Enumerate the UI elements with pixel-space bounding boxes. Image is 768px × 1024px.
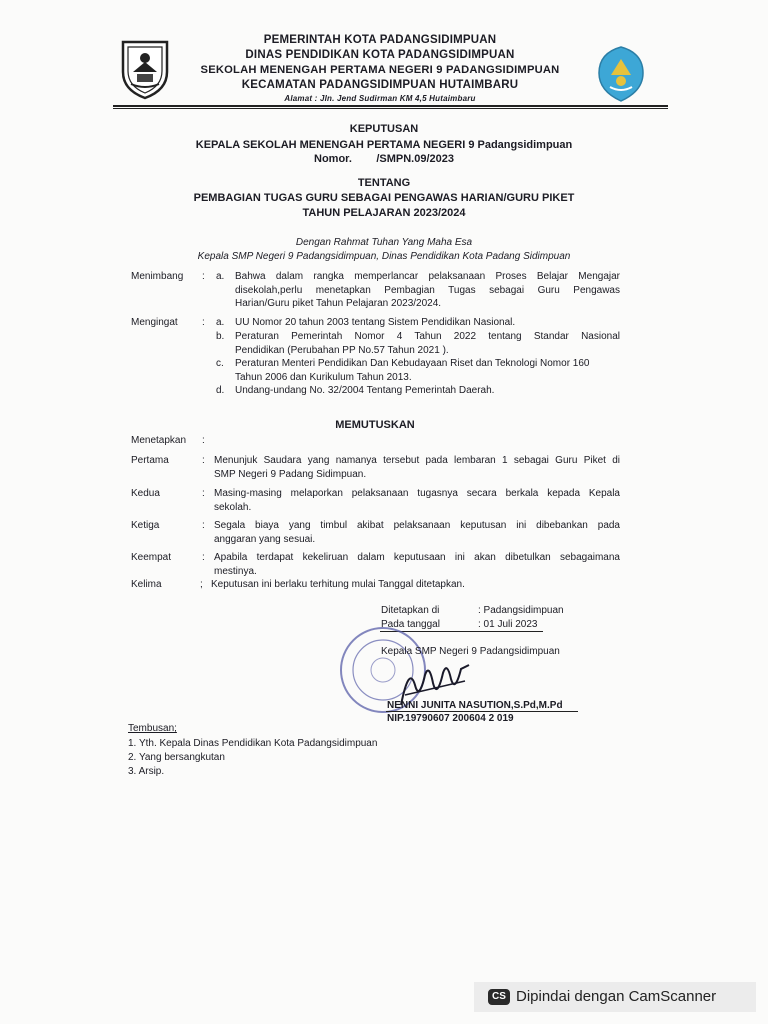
camscanner-logo: CS <box>488 989 510 1005</box>
decision-text-pertama <box>214 454 620 481</box>
decision-text-kelima <box>211 578 617 592</box>
tanggal-value: : 01 Juli 2023 <box>478 619 538 630</box>
mengingat-item-d <box>235 384 620 398</box>
decision-line: Masing-masing melaporkan pelaksanaan tugasnya secara berkala kepada Kepala <box>214 488 620 499</box>
ditetapkan-value: : Padangsidimpuan <box>478 605 564 616</box>
heading-nomor: Nomor. /SMPN.09/2023 <box>314 153 454 165</box>
letterhead-address: Alamat : Jln. Jend Sudirman KM 4,5 Hutaimbaru <box>284 94 476 103</box>
decision-text-kedua <box>214 487 620 514</box>
mengingat-marker-a: a. <box>216 317 225 328</box>
mengingat-marker-b: b. <box>216 331 225 342</box>
camscanner-text: Dipindai dengan CamScanner <box>516 988 717 1005</box>
camscanner-watermark <box>474 982 756 1012</box>
tanggal-label: Pada tanggal <box>381 619 440 630</box>
mengingat-line: Tahun 2006 dan Kurikulum Tahun 2013. <box>235 371 412 383</box>
memutuskan-heading: MEMUTUSKAN <box>335 419 415 431</box>
city-emblem-logo <box>117 38 173 100</box>
menimbang-label: Menimbang <box>131 271 184 282</box>
mengingat-label: Mengingat <box>131 317 178 328</box>
decision-label-kelima: Kelima <box>131 579 162 590</box>
menetapkan-separator: : <box>202 435 205 446</box>
letterhead <box>180 33 580 104</box>
decision-label-pertama: Pertama <box>131 455 169 466</box>
mengingat-separator: : <box>202 317 205 328</box>
mengingat-item-a <box>235 316 620 330</box>
decision-separator: ; <box>200 579 203 590</box>
decision-separator: : <box>202 552 205 563</box>
letterhead-line-2: DINAS PENDIDIKAN KOTA PADANGSIDIMPUAN <box>245 49 515 61</box>
heading-subject-2: TAHUN PELAJARAN 2023/2024 <box>302 207 466 219</box>
decision-text-keempat <box>214 551 620 578</box>
decision-line: Keputusan ini berlaku terhitung mulai Tanggal ditetapkan. <box>211 579 465 590</box>
heading-kepala: KEPALA SEKOLAH MENENGAH PERTAMA NEGERI 9 Padangsidimpuan <box>195 139 573 151</box>
signatory-name: NENNI JUNITA NASUTION,S.Pd,M.Pd <box>387 700 563 711</box>
mengingat-item-c <box>235 357 620 384</box>
menetapkan-label: Menetapkan <box>131 435 187 446</box>
decision-line: Segala biaya yang timbul akibat pelaksanaan keputusan ini dibebankan pada <box>214 520 620 531</box>
mengingat-line: Peraturan Menteri Pendidikan Dan Kebudayaan Riset dan Teknologi Nomor 160 <box>235 358 590 369</box>
heading-subject-1: PEMBAGIAN TUGAS GURU SEBAGAI PENGAWAS HARIAN/GURU PIKET <box>193 192 575 204</box>
decision-line: Menunjuk Saudara yang namanya tersebut pada lembaran 1 sebagai Guru Piket di <box>214 455 620 466</box>
menimbang-line: Bahwa dalam rangka memperlancar pelaksanaan Proses Belajar Mengajar <box>235 271 620 282</box>
signatory-title: Kepala SMP Negeri 9 Padangsidimpuan <box>381 646 560 657</box>
menimbang-line: disekolah,perlu menetapkan Pembagian Tugas sebagai Guru Pengawas <box>235 284 620 296</box>
decision-line: sekolah. <box>214 501 252 513</box>
decision-label-keempat: Keempat <box>131 552 172 563</box>
tembusan-item: 2. Yang bersangkutan <box>128 752 225 763</box>
menimbang-text <box>235 270 620 311</box>
mengingat-line: Peraturan Pemerintah Nomor 4 Tahun 2022 tentang Standar Nasional <box>235 331 620 342</box>
menimbang-marker: a. <box>216 271 225 282</box>
signatory-nip: NIP.19790607 200604 2 019 <box>387 713 514 724</box>
tembusan-title: Tembusan; <box>128 723 177 734</box>
decision-line: Apabila terdapat kekeliruan dalam keputusaan ini akan dibetulkan sebagaimana <box>214 552 620 563</box>
menimbang-separator: : <box>202 271 205 282</box>
mengingat-marker-c: c. <box>216 358 224 369</box>
letterhead-line-3: SEKOLAH MENENGAH PERTAMA NEGERI 9 PADANGSIDIMPUAN <box>200 64 560 76</box>
letterhead-line-4: KECAMATAN PADANGSIDIMPUAN HUTAIMBARU <box>241 79 519 91</box>
mengingat-line: UU Nomor 20 tahun 2003 tentang Sistem Pendidikan Nasional. <box>235 317 516 328</box>
decision-separator: : <box>202 455 205 466</box>
tembusan-item: 3. Arsip. <box>128 766 165 777</box>
heading-keputusan: KEPUTUSAN <box>349 123 419 135</box>
mengingat-line: Undang-undang No. 32/2004 Tentang Pemerintah Daerah. <box>235 385 495 396</box>
preamble-line-2: Kepala SMP Negeri 9 Padangsidimpuan, Dinas Pendidikan Kota Padang Sidimpuan <box>197 251 571 262</box>
letterhead-rule-thin <box>113 108 668 109</box>
mengingat-line: Pendidikan (Perubahan PP No.57 Tahun 2021 ). <box>235 344 449 356</box>
mengingat-marker-d: d. <box>216 385 225 396</box>
decision-separator: : <box>202 520 205 531</box>
decision-separator: : <box>202 488 205 499</box>
letterhead-line-1: PEMERINTAH KOTA PADANGSIDIMPUAN <box>263 34 497 46</box>
mengingat-item-b <box>235 330 620 357</box>
letterhead-rule <box>113 105 668 107</box>
menimbang-line: Harian/Guru piket Tahun Pelajaran 2023/2024. <box>235 298 442 309</box>
tembusan-item: 1. Yth. Kepala Dinas Pendidikan Kota Padangsidimpuan <box>128 738 378 749</box>
decision-line: anggaran yang sesuai. <box>214 533 316 545</box>
decision-line: SMP Negeri 9 Padang Sidimpuan. <box>214 468 367 480</box>
decision-text-ketiga <box>214 519 620 546</box>
ditetapkan-label: Ditetapkan di <box>381 605 440 616</box>
education-seal-logo <box>596 45 646 103</box>
heading-tentang: TENTANG <box>357 177 411 189</box>
decision-label-kedua: Kedua <box>131 488 160 499</box>
preamble-line-1: Dengan Rahmat Tuhan Yang Maha Esa <box>295 237 473 248</box>
decision-label-ketiga: Ketiga <box>131 520 160 531</box>
decision-line: mestinya. <box>214 565 257 577</box>
